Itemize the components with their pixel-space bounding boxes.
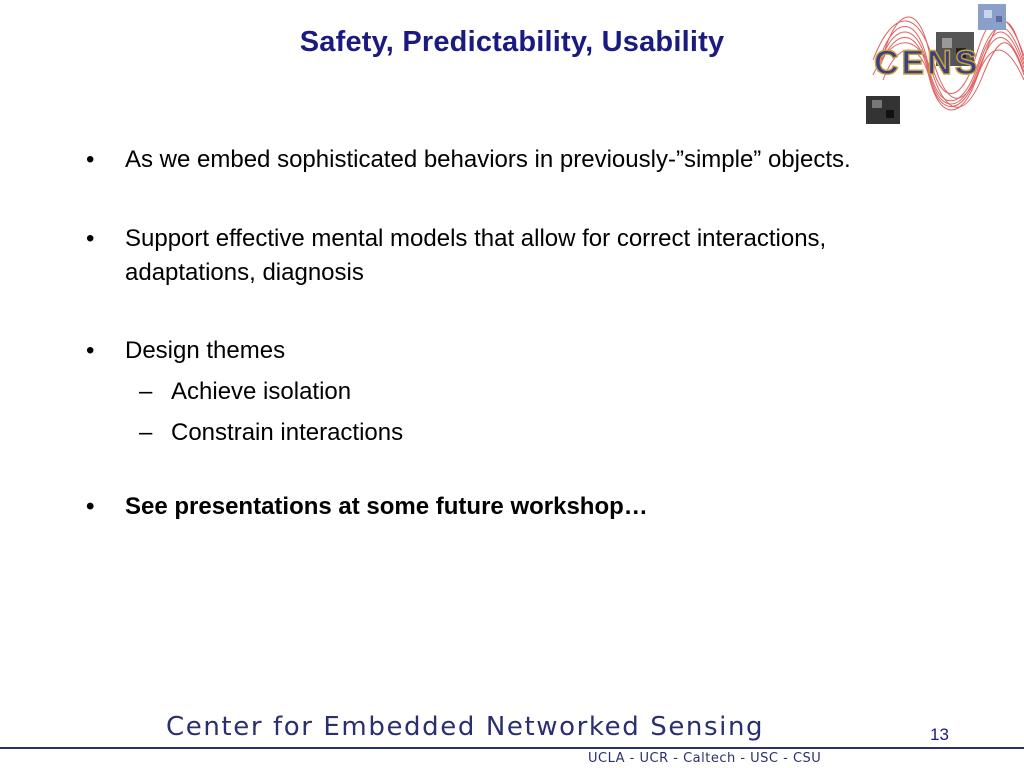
logo-square-1-detail <box>984 10 992 18</box>
footer-divider <box>0 747 1024 749</box>
footer-subtitle: UCLA - UCR - Caltech - USC - CSU <box>588 751 822 766</box>
logo-text: CENS <box>874 44 981 82</box>
sub-bullet-item <box>86 375 916 409</box>
sub-bullet-item <box>86 416 916 450</box>
bullet-item <box>86 143 916 177</box>
sub-bullet-marker: – <box>139 378 153 405</box>
bullet-text: See presentations at some future workshop… <box>125 493 648 520</box>
bullet-marker: • <box>86 337 95 364</box>
logo-square-3-detail-2 <box>886 110 894 118</box>
bullet-marker: • <box>86 225 95 252</box>
bullet-list <box>86 143 916 524</box>
cens-logo <box>858 0 1024 135</box>
bullet-item <box>86 222 916 290</box>
bullet-item <box>86 334 916 368</box>
sub-bullet-marker: – <box>139 419 153 446</box>
bullet-text: As we embed sophisticated behaviors in previously-”simple” objects. <box>125 146 851 173</box>
cens-logo-graphic <box>858 0 1024 135</box>
logo-square-1-detail-2 <box>996 16 1002 22</box>
bullet-item <box>86 490 916 524</box>
bullet-marker: • <box>86 146 95 173</box>
footer-title: Center for Embedded Networked Sensing <box>166 712 765 742</box>
logo-square-3 <box>866 96 900 124</box>
bullet-marker: • <box>86 493 95 520</box>
slide-title: Safety, Predictability, Usability <box>299 26 725 58</box>
logo-square-3-detail <box>872 100 882 108</box>
sub-bullet-text: Constrain interactions <box>171 419 404 446</box>
bullet-text: Design themes <box>125 337 286 364</box>
bullet-text: Support effective mental models that allow for correct interactions, adaptations, diagnosis <box>125 225 827 286</box>
sub-bullet-text: Achieve isolation <box>171 378 352 405</box>
page-number: 13 <box>930 725 949 744</box>
